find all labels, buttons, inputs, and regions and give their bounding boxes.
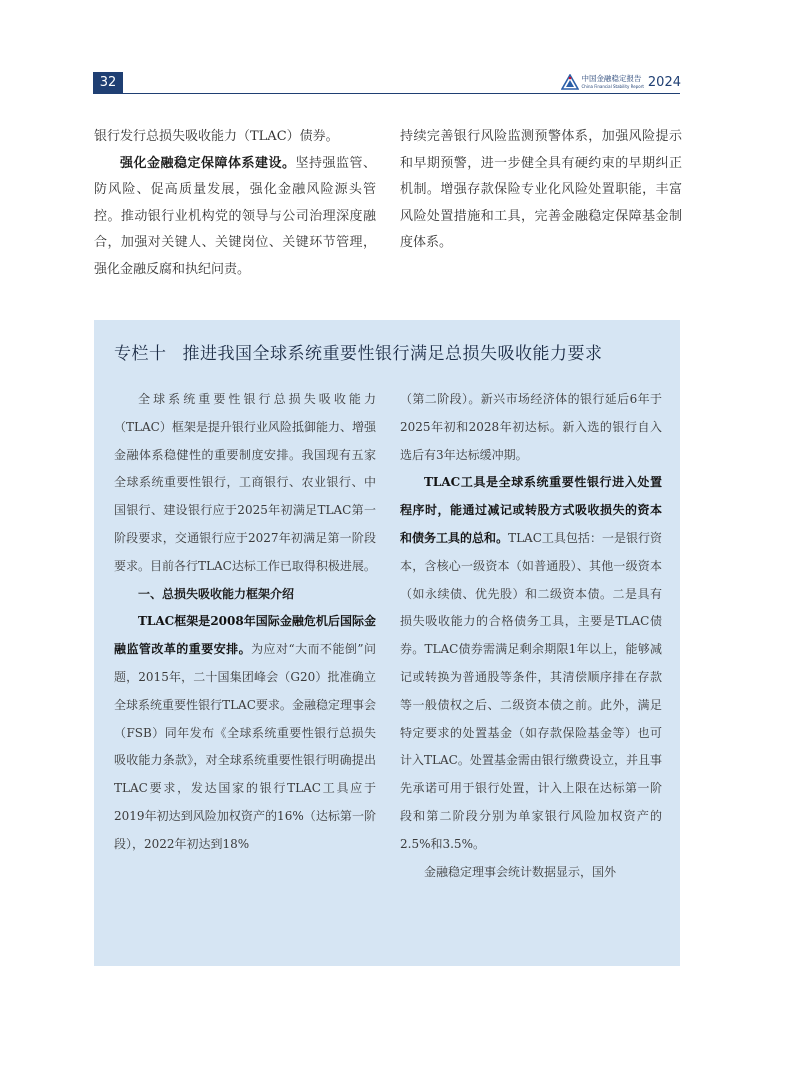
box-paragraph (114, 608, 376, 858)
section-heading: 一、总损失吸收能力框架介绍 (138, 586, 295, 601)
box-column-right (400, 386, 662, 886)
box-paragraph: 全球系统重要性银行总损失吸收能力（TLAC）框架是提升银行业风险抵御能力、增强金融体系稳健性的重要制度安排。我国现有五家全球系统重要性银行，工商银行、农业银行、中国银行、建设银行应于2025年初满足TLAC第一阶段要求，交通银行应于2027年初满足第一阶段要求。目前各行TLAC达标工作已取得积极进展。 (114, 392, 376, 573)
box-label: 专栏十 (114, 344, 167, 364)
feature-box (94, 320, 680, 966)
paragraph-text: TLAC工具包括：一是银行资本，含核心一级资本（如普通股）、其他一级资本（如永续债、优先股）和二级资本债。二是具有损失吸收能力的合格债务工具，主要是TLAC债券。TLAC债券需满足剩余期限1年以上，能够减记或转换为普通股等条件，其清偿顺序排在存款等一般债权之后、二级资本债之前。此外，满足特定要求的处置基金（如存款保险基金等）也可计入TLAC。处置基金需由银行缴费设立，并且事先承诺可用于银行处置，计入上限在达标第一阶段和第二阶段分别为单家银行风险加权资产的2.5%和3.5%。 (400, 530, 662, 851)
box-title (114, 339, 603, 364)
paragraph-text: 坚持强监管、防风险、促高质量发展，强化金融风险源头管控。推动银行业机构党的领导与公司治理深度融合，加强对关键人、关键岗位、关键环节管理，强化金融反腐和执纪问责。 (94, 155, 376, 277)
report-brand (561, 71, 681, 93)
body-paragraph: 银行发行总损失吸收能力（TLAC）债券。 (94, 129, 339, 144)
brand-text (582, 75, 644, 89)
box-paragraph: （第二阶段）。新兴市场经济体的银行延后6年于2025年初和2028年初达标。新入选的银行自入选后有3年达标缓冲期。 (400, 392, 662, 462)
paragraph-lead-bold: TLAC工具是全球系统重要性银行进入处置程序时，能通过减记或转股方式吸收损失的资本和债务工具的总和。 (400, 475, 662, 545)
body-column-right (400, 124, 682, 257)
report-year: 2024 (647, 74, 681, 90)
paragraph-text: 为应对“大而不能倒”问题，2015年，二十国集团峰会（G20）批准确立全球系统重要性银行TLAC要求。金融稳定理事会（FSB）同年发布《全球系统重要性银行总损失吸收能力条款》，对全球系统重要性银行明确提出TLAC要求，发达国家的银行TLAC工具应于2019年初达到风险加权资产的16%（达标第一阶段），2022年初达到18% (114, 642, 376, 851)
page-number: 32 (93, 72, 123, 93)
box-column-left (114, 386, 376, 859)
financial-stability-logo-icon (561, 74, 579, 90)
paragraph-lead-bold: 强化金融稳定保障体系建设。 (120, 155, 296, 171)
box-paragraph: 金融稳定理事会统计数据显示，国外 (424, 864, 617, 879)
body-column-left (94, 124, 376, 283)
box-paragraph (400, 469, 662, 858)
paragraph-lead-bold: TLAC框架是2008年国际金融危机后国际金融监管改革的重要安排。 (114, 614, 376, 657)
header-rule (93, 93, 680, 94)
report-title-cn: 中国金融稳定报告 (581, 74, 642, 84)
body-paragraph (94, 151, 376, 284)
box-heading: 推进我国全球系统重要性银行满足总损失吸收能力要求 (182, 344, 603, 364)
body-paragraph: 持续完善银行风险监测预警体系，加强风险提示和早期预警，进一步健全具有硬约束的早期纠正机制。增强存款保险专业化风险处置职能，丰富风险处置措施和工具，完善金融稳定保障基金制度体系。 (400, 129, 682, 250)
report-title-en: China Financial Stability Report (581, 83, 644, 89)
